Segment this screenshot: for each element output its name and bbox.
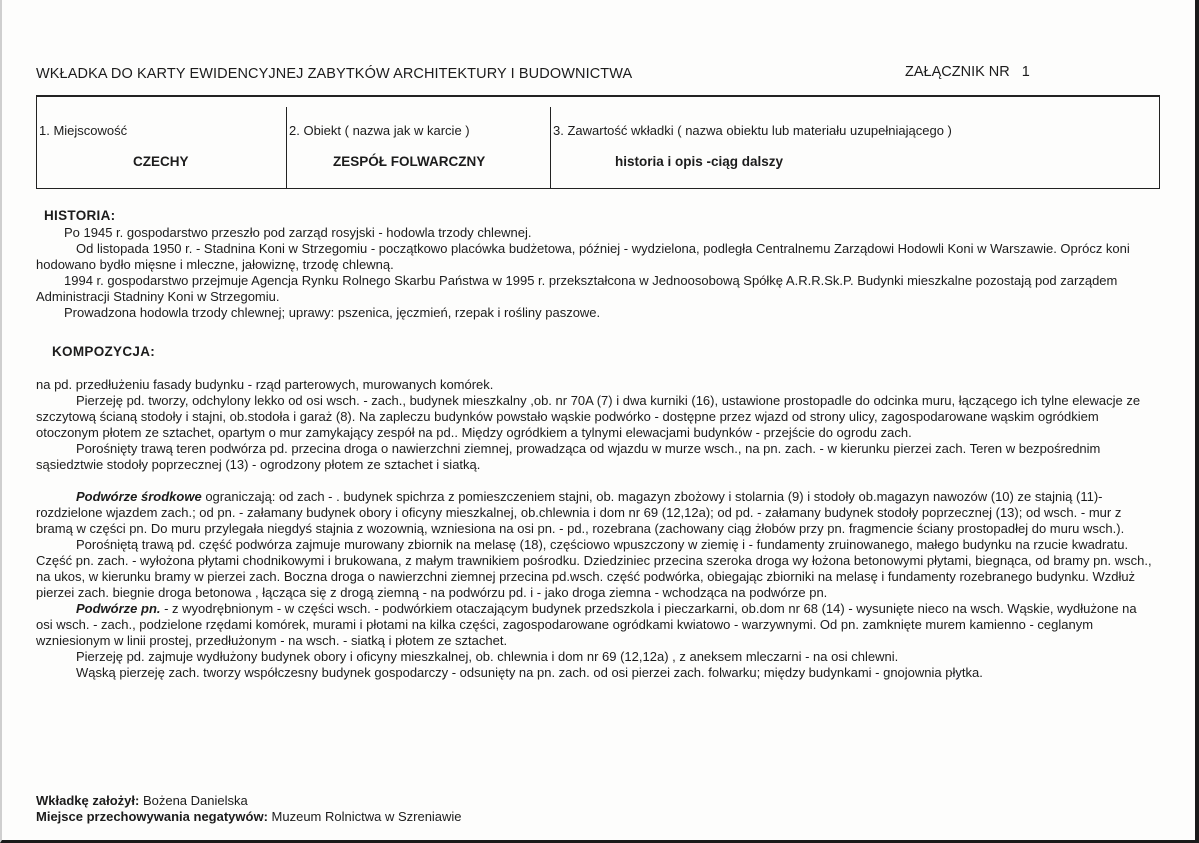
place-cell xyxy=(37,107,287,188)
composition-paragraph: Wąską pierzeję zach. tworzy współczesny budynek gospodarczy - odsunięty na pn. zach. od osi pierzei zach. folwarku; między budynkami - gnojownia płytka. xyxy=(76,665,983,680)
history-paragraph: Od listopada 1950 r. - Stadnina Koni w Strzegomiu - początkowo placówka budżetowa, później - wydzielona, podległa Centralnemu Zarządowi Hodowli Koni w Warszawie. Oprócz koni hodowano bydło mięsne i mleczne, jałowiznę, trzodę chlewną. xyxy=(36,241,1130,272)
object-cell xyxy=(287,107,551,188)
negatives-line xyxy=(36,809,462,824)
courtyard-north-heading: Podwórze pn. xyxy=(76,601,161,616)
composition-paragraph: Porośniętą trawą pd. część podwórza zajmuje murowany zbiornik na melasę (18), częściowo wpuszczony w ziemię i - fundamenty zruinowanego, małego budynku na rzucie kwadratu. Część pn. zach. - wyłożona płytami chodnikowymi i brukowana, z małym trawnikiem pośrodku. Dziedziniec przecina szeroka droga wy łożona betonowymi płytami, biegnąca, od bramy pn. wsch., na ukos, w kierunku bramy w pierzei zach. Boczna droga o nawierzchni ziemnej przecina pd.wsch. część podwórka, obiegając zbiorniki na melasę i fundamenty rozebranego budynku. Wzdłuż pierzei zach. biegnie droga betonowa , łącząca się z drogą ziemną - na podwórzu pd. i - jako droga ziemna - wchodząca na podwórze pn. xyxy=(36,537,1152,600)
content-cell xyxy=(551,107,1159,188)
author-value: Bożena Danielska xyxy=(142,793,248,808)
content-label: 3. Zawartość wkładki ( nazwa obiektu lub materiału uzupełniającego ) xyxy=(553,123,952,138)
composition-section xyxy=(36,377,1156,681)
annex-label-text: ZAŁĄCZNIK NR xyxy=(905,64,1010,80)
composition-paragraph: Porośnięty trawą teren podwórza pd. przecina droga o nawierzchni ziemnej, prowadząca od wjazdu w murze wsch., na pn. zach. - w kierunku pierzei zach. Teren w bezpośrednim sąsiedztwie stodoły poprzecznej (13) - ogrodzony płotem ze sztachet i siatką. xyxy=(36,441,1101,472)
place-label: 1. Miejscowość xyxy=(39,123,128,138)
history-paragraph: Prowadzona hodowla trzody chlewnej; uprawy: pszenica, jęczmień, rzepak i rośliny paszowe. xyxy=(64,305,601,320)
composition-paragraph xyxy=(36,601,1156,649)
composition-paragraph: Pierzeję pd. zajmuje wydłużony budynek obory i oficyny mieszkalnej, ob. chlewnia i dom nr 69 (12,12a) , z aneksem mleczarni - na osi chlewni. xyxy=(76,649,899,664)
courtyard-middle-heading: Podwórze środkowe xyxy=(76,489,202,504)
composition-paragraph: na pd. przedłużeniu fasady budynku - rząd parterowych, murowanych komórek. xyxy=(36,377,494,392)
history-paragraph: Po 1945 r. gospodarstwo przeszło pod zarząd rosyjski - hodowla trzody chlewnej. xyxy=(64,225,532,240)
composition-paragraph: Pierzeję pd. tworzy, odchylony lekko od osi wsch. - zach., budynek mieszkalny ,ob. nr 70A (7) i dwa kurniki (16), ustawione prostopadle do odcinka muru, łączącego ich tylne elewacje ze szczytową ścianą stodoły i stajni, ob.stodoła i garaż (8). Na zapleczu budynków powstało wąskie podwórko - dostępne przez wjazd od strony ulicy, zagospodarowane wąskim ogródkiem otoczonym płotem ze sztachet, opartym o mur zamykający zespół na pd.. Między ogródkiem a tylnymi elewacjami budynków - przejście do ogrodu zach. xyxy=(36,393,1141,440)
info-table xyxy=(36,95,1160,189)
author-label: Wkładkę założył: xyxy=(36,793,140,808)
composition-title: KOMPOZYCJA: xyxy=(52,344,156,359)
place-value: CZECHY xyxy=(133,154,189,169)
negatives-label: Miejsce przechowywania negatywów: xyxy=(36,809,268,824)
object-value: ZESPÓŁ FOLWARCZNY xyxy=(333,154,486,169)
content-value: historia i opis -ciąg dalszy xyxy=(615,154,784,169)
history-paragraph: 1994 r. gospodarstwo przejmuje Agencja Rynku Rolnego Skarbu Państwa w 1995 r. przekształcona w Jednoosobową Spółkę A.R.R.Sk.P. Budynki mieszkalne pozostają pod zarządem Administracji Stadniny Koni w Strzegomiu. xyxy=(36,273,1118,304)
composition-paragraph xyxy=(36,489,1156,537)
negatives-value: Muzeum Rolnictwa w Szreniawie xyxy=(271,809,462,824)
courtyard-north-text: - z wyodrębnionym - w części wsch. - podwórkiem otaczającym budynek przedszkola i pieczarkarni, ob.dom nr 68 (14) - wysunięte nieco na wsch. Wąskie, wydłużone na osi wsch. - zach., podzielone rzędami komórek, murami i płotami na kilka części, zagospodarowane ogródkami kwiatowo - warzywnymi. Od pn. zamknięte murem kamienno - ceglanym wzniesionym w linii prostej, przedłużonym - na wsch. - siatką i płotem ze sztachet. xyxy=(36,601,1137,648)
courtyard-middle-text: ograniczają: od zach - . budynek spichrza z pomieszczeniem stajni, ob. magazyn zbożowy i stolarnia (9) i stodoły ob.magazyn nawozów (10) ze stajnią (11)- rozdzielone wjazdem zach.; od pn. - załamany budynek obory i oficyny mieszkalnej, ob.chlewnia i dom nr 69 (12,12a); od pd. - załamany budynek stodoły poprzecznej (13); od wsch. - mur z bramą w części pn. Do muru przylegała niegdyś stajnia z wozownią, wzniesiona na osi pn. - pd., rozebrana (zachowany ciąg żłobów przy pn. fragmencie ściany prostopadłej do muru wsch.). xyxy=(36,489,1125,536)
history-section xyxy=(36,225,1156,321)
history-title: HISTORIA: xyxy=(44,208,116,223)
author-line xyxy=(36,793,248,808)
object-label: 2. Obiekt ( nazwa jak w karcie ) xyxy=(289,123,470,138)
annex-number: 1 xyxy=(1021,64,1030,80)
document-title: WKŁADKA DO KARTY EWIDENCYJNEJ ZABYTKÓW ARCHITEKTURY I BUDOWNICTWA xyxy=(36,66,633,82)
annex-label xyxy=(905,64,1030,80)
